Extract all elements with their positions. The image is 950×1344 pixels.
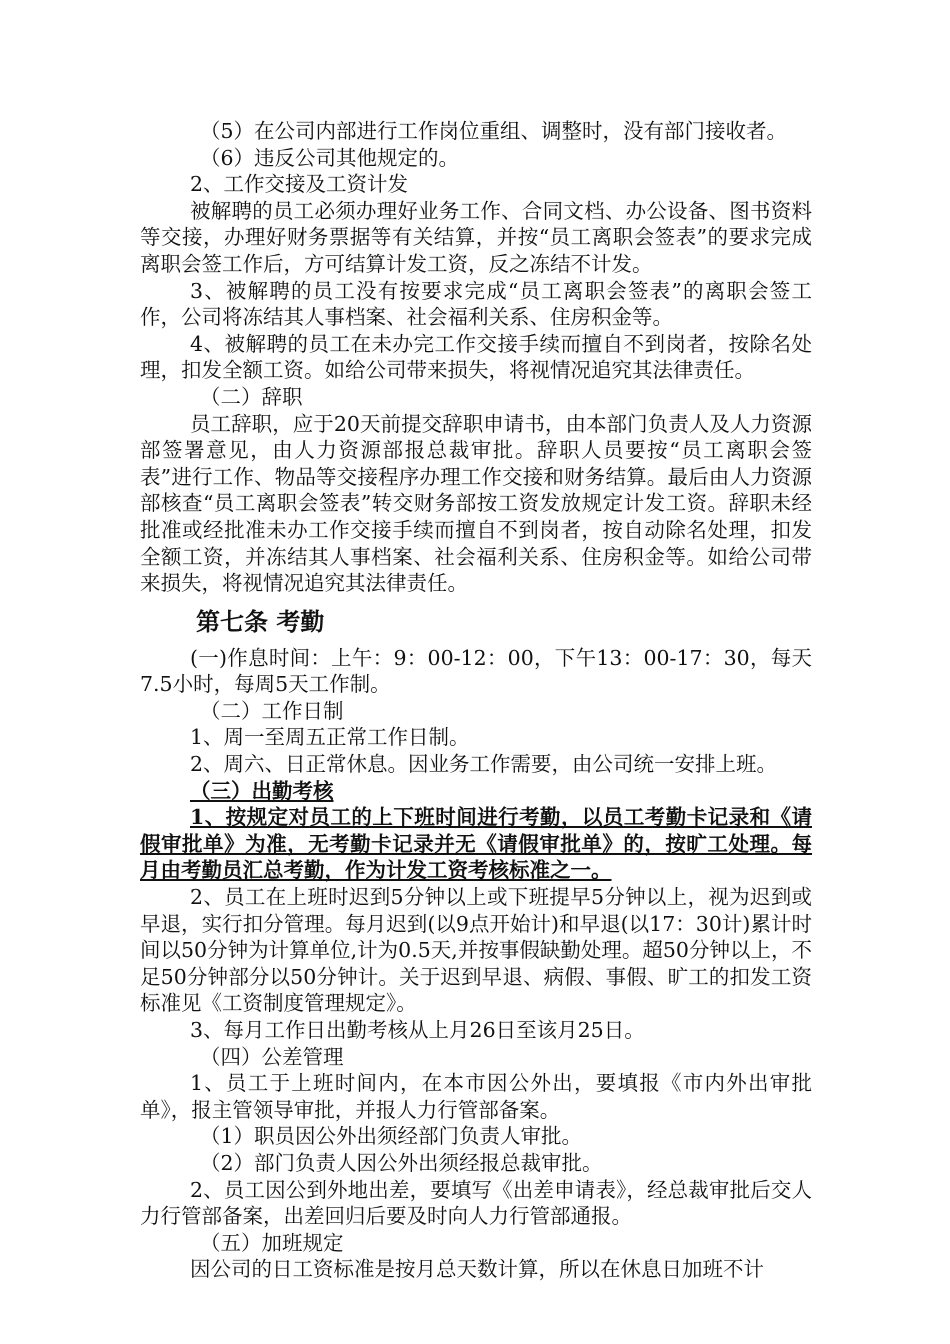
body-paragraph: 被解聘的员工必须办理好业务工作、合同文档、办公设备、图书资料等交接，办理好财务票据等有关结算，并按“员工离职会签表”的要求完成离职会签工作后，方可结算计发工资，反之冻结不计发。 xyxy=(140,198,812,276)
subsection-title: （五）加班规定 xyxy=(200,1230,344,1255)
body-paragraph: 3、每月工作日出勤考核从上月26日至该月25日。 xyxy=(190,1018,645,1042)
subsection-title: 2、工作交接及工资计发 xyxy=(190,172,409,197)
list-item: （5）在公司内部进行工作岗位重组、调整时，没有部门接收者。 xyxy=(200,119,788,143)
body-paragraph: 2、员工因公到外地出差，要填写《出差申请表》，经总裁审批后交人力行管部备案，出差回归后要及时向人力行管部通报。 xyxy=(140,1177,812,1229)
document-page xyxy=(140,118,812,1283)
list-item: （6）违反公司其他规定的。 xyxy=(200,145,460,170)
body-paragraph: 1、周一至周五正常工作日制。 xyxy=(190,725,470,750)
subsection-title: （二）工作日制 xyxy=(200,698,344,723)
bold-section-title: （三）出勤考核 xyxy=(190,778,334,803)
body-paragraph: 2、员工在上班时迟到5分钟以上或下班提早5分钟以上，视为迟到或早退，实行扣分管理。每月迟到(以9点开始计)和早退(以17：30计)累计时间以50分钟为计算单位,计为0.5天,并按事假缺勤处理。超50分钟以上，不足50分钟部分以50分钟计。关于迟到早退、病假、事假、旷工的扣发工资标准见《工资制度管理规定》。 xyxy=(140,885,812,1016)
body-paragraph: (一)作息时间：上午：9：00-12：00，下午13：00-17：30，每天7.5小时，每周5天工作制。 xyxy=(140,645,812,697)
list-item: （1）职员因公外出须经部门负责人审批。 xyxy=(200,1124,583,1149)
body-paragraph: 1、员工于上班时间内，在本市因公外出，要填报《市内外出审批单》，报主管领导审批，并报人力行管部备案。 xyxy=(140,1071,812,1122)
body-paragraph: 4、被解聘的员工在未办完工作交接手续而擅自不到岗者，按除名处理，扣发全额工资。如给公司带来损失，将视情况追究其法律责任。 xyxy=(140,331,812,383)
list-item: （2）部门负责人因公外出须经报总裁审批。 xyxy=(200,1150,603,1175)
body-paragraph: 员工辞职，应于20天前提交辞职申请书，由本部门负责人及人力资源部签署意见，由人力资源部报总裁审批。辞职人员要按“员工离职会签表”进行工作、物品等交接程序办理工作交接和财务结算。最后由人力资源部核查“员工离职会签表”转交财务部按工资发放规定计发工资。辞职未经批准或经批准未办工作交接手续而擅自不到岗者，按自动除名处理，扣发全额工资，并冻结其人事档案、社会福利关系、住房积金等。如给公司带来损失，将视情况追究其法律责任。 xyxy=(140,411,812,596)
article-heading: 第七条 考勤 xyxy=(196,607,325,636)
body-paragraph: 2、周六、日正常休息。因业务工作需要，由公司统一安排上班。 xyxy=(190,752,778,777)
body-paragraph: 3、被解聘的员工没有按要求完成“员工离职会签表”的离职会签工作，公司将冻结其人事档案、社会福利关系、住房积金等。 xyxy=(140,278,812,330)
subsection-title: （四）公差管理 xyxy=(200,1044,344,1069)
bold-paragraph: 1、按规定对员工的上下班时间进行考勤，以员工考勤卡记录和《请假审批单》为准，无考勤卡记录并无《请假审批单》的，按旷工处理。每月由考勤员汇总考勤，作为计发工资考核标准之一。 xyxy=(140,805,812,883)
body-paragraph: 因公司的日工资标准是按月总天数计算，所以在休息日加班不计 xyxy=(190,1257,764,1282)
subsection-title: （二）辞职 xyxy=(200,384,303,409)
